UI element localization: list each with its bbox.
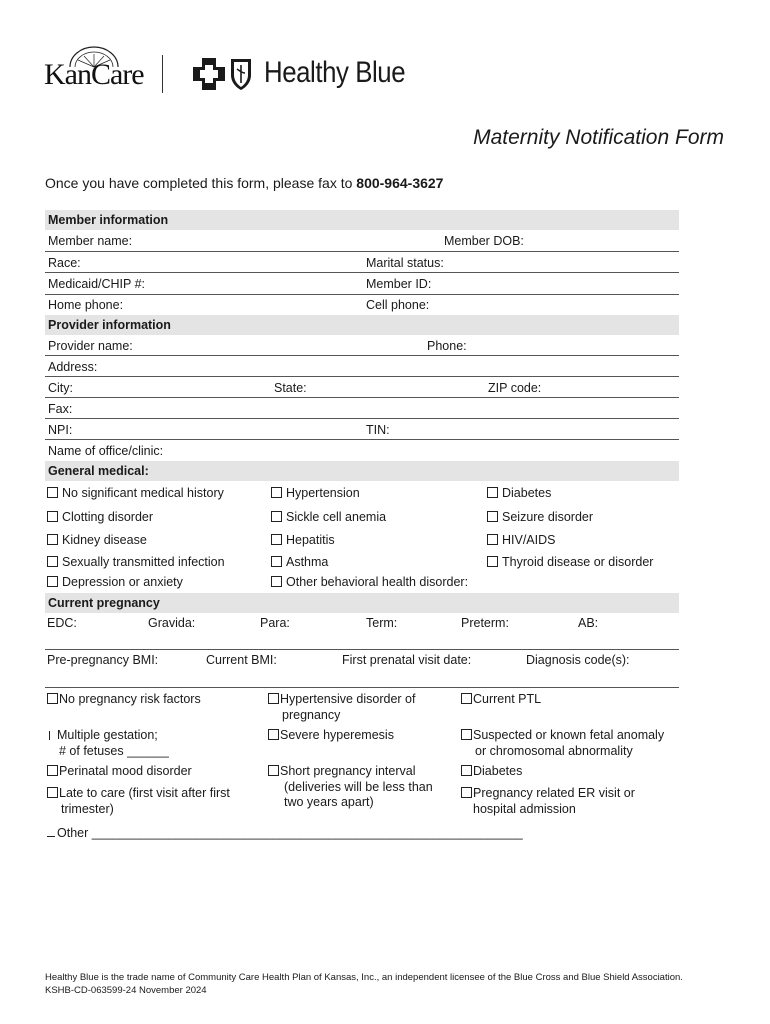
marital-status-label: Marital status: bbox=[366, 256, 444, 270]
checkbox-icon bbox=[461, 765, 472, 776]
state-label: State: bbox=[274, 381, 307, 395]
fax-instruction-text: Once you have completed this form, please fax to bbox=[45, 175, 353, 191]
cell-phone-label: Cell phone: bbox=[366, 298, 430, 312]
footer-document-code: KSHB-CD-063599-24 November 2024 bbox=[45, 985, 207, 996]
checkbox-label: Kidney disease bbox=[62, 533, 147, 547]
provider-name-label: Provider name: bbox=[48, 339, 133, 353]
checkbox-label: Asthma bbox=[286, 555, 329, 569]
kancare-logo bbox=[44, 46, 144, 92]
checkbox-label-cont: trimester) bbox=[61, 801, 114, 816]
checkbox-other-behavioral[interactable] bbox=[271, 575, 468, 589]
checkbox-current-ptl[interactable] bbox=[461, 692, 541, 708]
checkbox-icon bbox=[487, 556, 498, 567]
checkbox-perinatal-mood[interactable] bbox=[47, 764, 192, 780]
member-section-header: Member information bbox=[45, 210, 679, 230]
checkbox-sti[interactable] bbox=[47, 555, 225, 569]
checkbox-icon bbox=[271, 511, 282, 522]
diagnosis-code-label: Diagnosis code(s): bbox=[526, 653, 630, 667]
checkbox-icon bbox=[47, 576, 58, 587]
current-bmi-label: Current BMI: bbox=[206, 653, 277, 667]
checkbox-multiple-gestation[interactable] bbox=[47, 728, 169, 759]
checkbox-no-risk-factors[interactable] bbox=[47, 692, 201, 708]
checkbox-label: No significant medical history bbox=[62, 486, 224, 500]
checkbox-label-cont: or chromosomal abnormality bbox=[475, 743, 633, 758]
bmi-line[interactable] bbox=[45, 687, 679, 688]
checkbox-kidney-disease[interactable] bbox=[47, 533, 147, 547]
checkbox-label: Clotting disorder bbox=[62, 510, 154, 524]
checkbox-label: Hypertensive disorder of bbox=[280, 692, 416, 706]
footer-disclaimer: Healthy Blue is the trade name of Community Care Health Plan of Kansas, Inc., an independent licensee of the Blue Cross and Blue Shield Association. bbox=[45, 972, 683, 983]
checkbox-depression-anxiety[interactable] bbox=[47, 575, 183, 589]
checkbox-icon bbox=[47, 487, 58, 498]
member-name-line[interactable] bbox=[45, 251, 679, 252]
checkbox-label: Other behavioral health disorder: bbox=[286, 575, 469, 589]
checkbox-label: Suspected or known fetal anomaly bbox=[473, 728, 665, 742]
healthy-blue-wordmark: Healthy Blue bbox=[264, 56, 406, 89]
checkbox-sickle-cell[interactable] bbox=[271, 510, 386, 524]
checkbox-label: Diabetes bbox=[502, 486, 552, 500]
checkbox-label: Sexually transmitted infection bbox=[62, 555, 225, 569]
zip-label: ZIP code: bbox=[488, 381, 542, 395]
checkbox-label: Multiple gestation; bbox=[57, 728, 158, 742]
form-title: Maternity Notification Form bbox=[473, 126, 724, 149]
member-id-label: Member ID: bbox=[366, 277, 432, 291]
member-name-label: Member name: bbox=[48, 234, 133, 248]
tin-label: TIN: bbox=[366, 423, 390, 437]
checkbox-hypertensive-disorder[interactable] bbox=[268, 692, 415, 723]
race-label: Race: bbox=[48, 256, 81, 270]
checkbox-other[interactable] bbox=[47, 826, 523, 842]
checkbox-icon bbox=[47, 556, 58, 567]
checkbox-icon bbox=[268, 693, 279, 704]
provider-name-line[interactable] bbox=[45, 355, 679, 356]
checkbox-fetal-anomaly[interactable] bbox=[461, 728, 664, 759]
checkbox-hypertension[interactable] bbox=[271, 486, 360, 500]
npi-line[interactable] bbox=[45, 439, 679, 440]
checkbox-label: Short pregnancy interval bbox=[280, 764, 416, 778]
checkbox-thyroid[interactable] bbox=[487, 555, 653, 569]
checkbox-short-interval[interactable] bbox=[268, 764, 433, 811]
office-label: Name of office/clinic: bbox=[48, 444, 164, 458]
other-field: Other ______________________________________________________________ bbox=[57, 826, 523, 840]
checkbox-icon bbox=[271, 556, 282, 567]
checkbox-label-cont: two years apart) bbox=[284, 795, 374, 809]
checkbox-icon bbox=[461, 693, 472, 704]
checkbox-icon bbox=[487, 487, 498, 498]
checkbox-label: Late to care (first visit after first bbox=[59, 786, 230, 800]
checkbox-hepatitis[interactable] bbox=[271, 533, 335, 547]
checkbox-seizure-disorder[interactable] bbox=[487, 510, 593, 524]
checkbox-label-cont: hospital admission bbox=[473, 801, 576, 816]
fax-instruction bbox=[45, 175, 443, 191]
checkbox-icon bbox=[271, 487, 282, 498]
checkbox-label: Hepatitis bbox=[286, 533, 335, 547]
checkbox-no-significant-history[interactable] bbox=[47, 486, 224, 500]
checkbox-label-cont: pregnancy bbox=[282, 707, 341, 722]
pregnancy-section-header: Current pregnancy bbox=[45, 593, 679, 613]
term-label: Term: bbox=[366, 616, 398, 630]
checkbox-icon bbox=[268, 729, 279, 740]
preterm-label: Preterm: bbox=[461, 616, 509, 630]
npi-label: NPI: bbox=[48, 423, 73, 437]
member-dob-label: Member DOB: bbox=[444, 234, 524, 248]
checkbox-icon bbox=[461, 729, 472, 740]
gravida-label: Gravida: bbox=[148, 616, 196, 630]
checkbox-label: Pregnancy related ER visit or bbox=[473, 786, 635, 800]
medicaid-chip-label: Medicaid/CHIP #: bbox=[48, 277, 146, 291]
home-phone-label: Home phone: bbox=[48, 298, 124, 312]
checkbox-icon bbox=[49, 731, 50, 740]
checkbox-hiv-aids[interactable] bbox=[487, 533, 556, 547]
race-line[interactable] bbox=[45, 272, 679, 273]
medicaid-line[interactable] bbox=[45, 294, 679, 295]
checkbox-icon bbox=[461, 787, 472, 798]
fax-label: Fax: bbox=[48, 402, 73, 416]
checkbox-icon bbox=[47, 534, 58, 545]
checkbox-label: Current PTL bbox=[473, 692, 542, 706]
checkbox-late-to-care[interactable] bbox=[47, 786, 230, 817]
fax-number: 800-964-3627 bbox=[356, 175, 444, 191]
checkbox-label: Hypertension bbox=[286, 486, 360, 500]
checkbox-asthma[interactable] bbox=[271, 555, 328, 569]
checkbox-icon bbox=[271, 534, 282, 545]
checkbox-label: Sickle cell anemia bbox=[286, 510, 387, 524]
checkbox-label: HIV/AIDS bbox=[502, 533, 556, 547]
checkbox-icon bbox=[487, 511, 498, 522]
checkbox-icon bbox=[47, 511, 58, 522]
fetuses-count-field: # of fetuses ______ bbox=[59, 743, 169, 758]
pre-bmi-label: Pre-pregnancy BMI: bbox=[47, 653, 159, 667]
checkbox-label: Diabetes bbox=[473, 764, 523, 778]
address-label: Address: bbox=[48, 360, 98, 374]
checkbox-diabetes[interactable] bbox=[487, 486, 551, 500]
checkbox-label: Severe hyperemesis bbox=[280, 728, 394, 742]
checkbox-icon bbox=[47, 765, 58, 776]
checkbox-label: No pregnancy risk factors bbox=[59, 692, 201, 706]
checkbox-clotting-disorder[interactable] bbox=[47, 510, 153, 524]
checkbox-icon bbox=[268, 765, 279, 776]
checkbox-icon bbox=[47, 787, 58, 798]
edc-line[interactable] bbox=[45, 649, 679, 650]
address-line[interactable] bbox=[45, 376, 679, 377]
city-label: City: bbox=[48, 381, 73, 395]
checkbox-diabetes-risk[interactable] bbox=[461, 764, 522, 780]
checkbox-label: Seizure disorder bbox=[502, 510, 594, 524]
first-visit-label: First prenatal visit date: bbox=[342, 653, 472, 667]
checkbox-er-visit[interactable] bbox=[461, 786, 635, 817]
blue-cross-blue-shield-icon bbox=[193, 56, 255, 92]
kancare-wordmark: KanCare bbox=[44, 58, 144, 91]
logo-divider bbox=[162, 55, 163, 93]
checkbox-label: Perinatal mood disorder bbox=[59, 764, 192, 778]
checkbox-label-cont: (deliveries will be less than bbox=[284, 779, 433, 794]
checkbox-label: Depression or anxiety bbox=[62, 575, 183, 589]
edc-label: EDC: bbox=[47, 616, 77, 630]
checkbox-icon bbox=[47, 836, 55, 837]
provider-section-header: Provider information bbox=[45, 315, 679, 335]
medical-section-header: General medical: bbox=[45, 461, 679, 481]
fax-line[interactable] bbox=[45, 418, 679, 419]
checkbox-label: Thyroid disease or disorder bbox=[502, 555, 654, 569]
ab-label: AB: bbox=[578, 616, 599, 630]
checkbox-severe-hyperemesis[interactable] bbox=[268, 728, 394, 744]
checkbox-icon bbox=[47, 693, 58, 704]
provider-phone-label: Phone: bbox=[427, 339, 467, 353]
checkbox-icon bbox=[487, 534, 498, 545]
city-line[interactable] bbox=[45, 397, 679, 398]
para-label: Para: bbox=[260, 616, 290, 630]
checkbox-icon bbox=[271, 576, 282, 587]
